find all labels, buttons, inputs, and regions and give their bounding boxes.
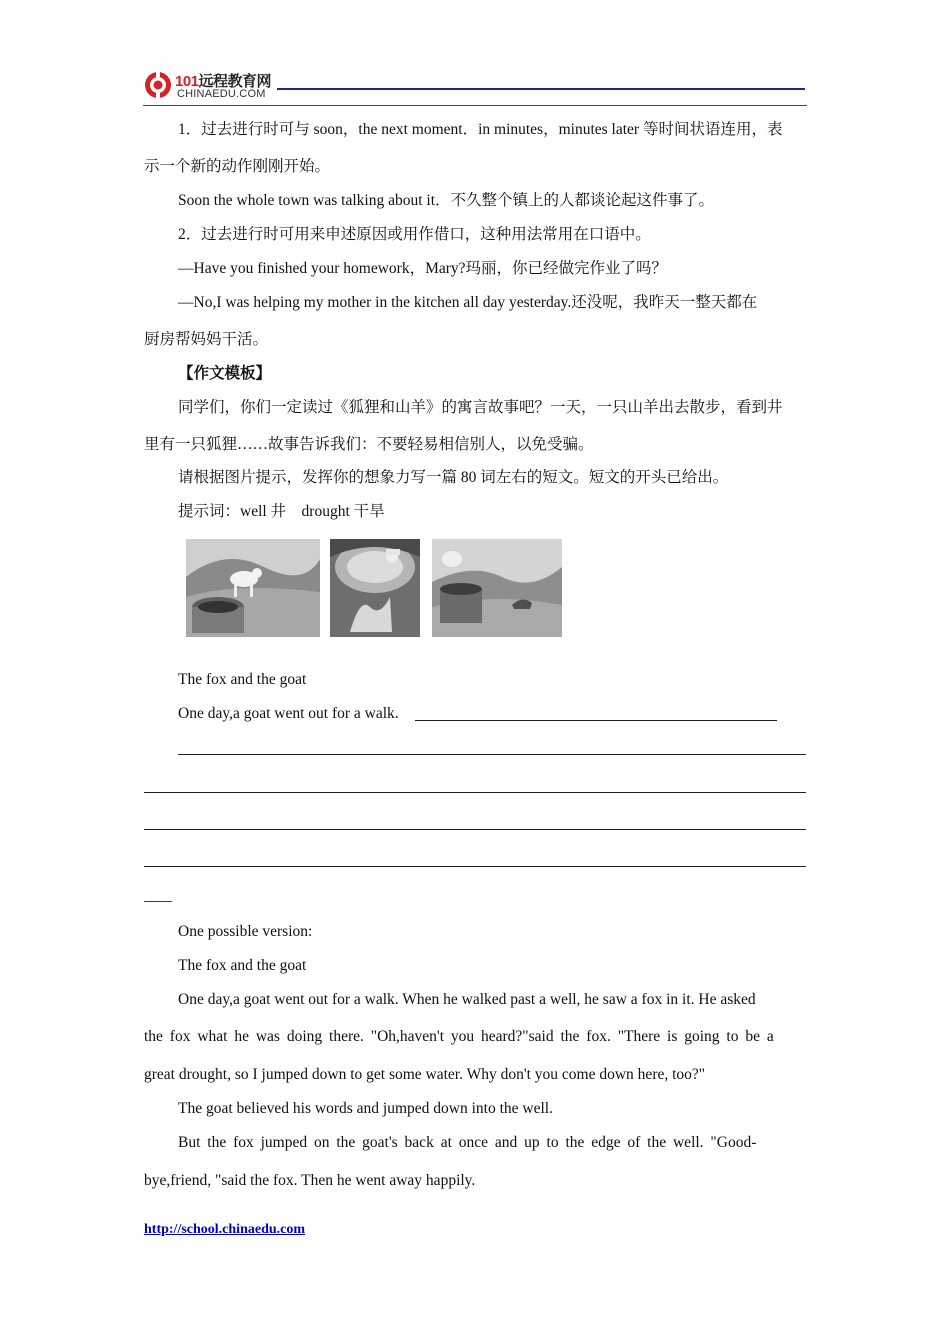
header-rule-bottom (143, 105, 807, 106)
version-para-1-line-3: great drought, so I jumped down to get some water. Why don't you come down here, too?" (144, 1066, 706, 1083)
writing-line[interactable] (144, 792, 806, 793)
essay-title: The fox and the goat (178, 671, 307, 688)
intro-line-2: 里有一只狐狸……故事告诉我们：不要轻易相信别人，以免受骗。 (144, 436, 594, 453)
version-para-3-line-1: But the fox jumped on the goat's back at once and up to the edge of the well. "Good- (178, 1134, 757, 1151)
picture-fox-in-well (330, 539, 420, 637)
version-para-1-line-1: One day,a goat went out for a walk. When he walked past a well, he saw a fox in it. He asked (178, 991, 756, 1008)
note-2: 2．过去进行时可用来申述原因或用作借口，这种用法常用在口语中。 (178, 226, 651, 243)
writing-line-stub: ____ (144, 887, 171, 904)
note-1-line-1: 1．过去进行时可与 soon，the next moment．in minutes，minutes later 等时间状语连用，表 (178, 121, 783, 138)
note-1-example: Soon the whole town was talking about it．不久整个镇上的人都谈论起这件事了。 (178, 192, 715, 209)
picture-goat-at-well (186, 539, 320, 637)
logo-chinese: 远程教育网 (198, 73, 272, 90)
writing-line[interactable] (144, 866, 806, 867)
hint-words: 提示词：well 井 drought 干旱 (178, 503, 385, 520)
writing-line[interactable] (178, 754, 806, 755)
writing-line[interactable] (144, 829, 806, 830)
version-para-1-line-2: the fox what he was doing there. "Oh,haven't you heard?"said the fox. "There is going to be a (144, 1028, 774, 1045)
intro-line-1: 同学们，你们一定读过《狐狸和山羊》的寓言故事吧？一天，一只山羊出去散步，看到井 (178, 399, 783, 416)
version-para-3-line-2: bye,friend, "said the fox. Then he went away happily. (144, 1172, 476, 1189)
header-rule-top (277, 88, 805, 90)
note-1-line-2: 示一个新的动作刚刚开始。 (144, 158, 331, 175)
logo-icon (143, 70, 173, 100)
writing-line[interactable] (415, 720, 777, 721)
task-instruction: 请根据图片提示，发挥你的想象力写一篇 80 词左右的短文。短文的开头已给出。 (178, 469, 729, 486)
footer-link[interactable]: http://school.chinaedu.com (144, 1222, 306, 1237)
story-pictures (184, 537, 564, 641)
version-title: The fox and the goat (178, 957, 307, 974)
dialogue-answer-line-2: 厨房帮妈妈干活。 (144, 331, 269, 348)
logo-number: 101 (175, 73, 199, 90)
page-header (143, 66, 807, 106)
version-para-2: The goat believed his words and jumped down into the well. (178, 1100, 553, 1117)
dialogue-answer-line-1: —No,I was helping my mother in the kitchen all day yesterday.还没呢，我昨天一整天都在 (178, 294, 758, 311)
version-label: One possible version: (178, 923, 313, 940)
section-title: 【作文模板】 (178, 365, 272, 382)
picture-fox-leaving (432, 539, 562, 637)
logo-english: CHINAEDU.COM (177, 88, 266, 100)
essay-opening: One day,a goat went out for a walk. (178, 705, 399, 722)
dialogue-question: —Have you finished your homework，Mary?玛丽，你已经做完作业了吗？ (178, 260, 668, 277)
